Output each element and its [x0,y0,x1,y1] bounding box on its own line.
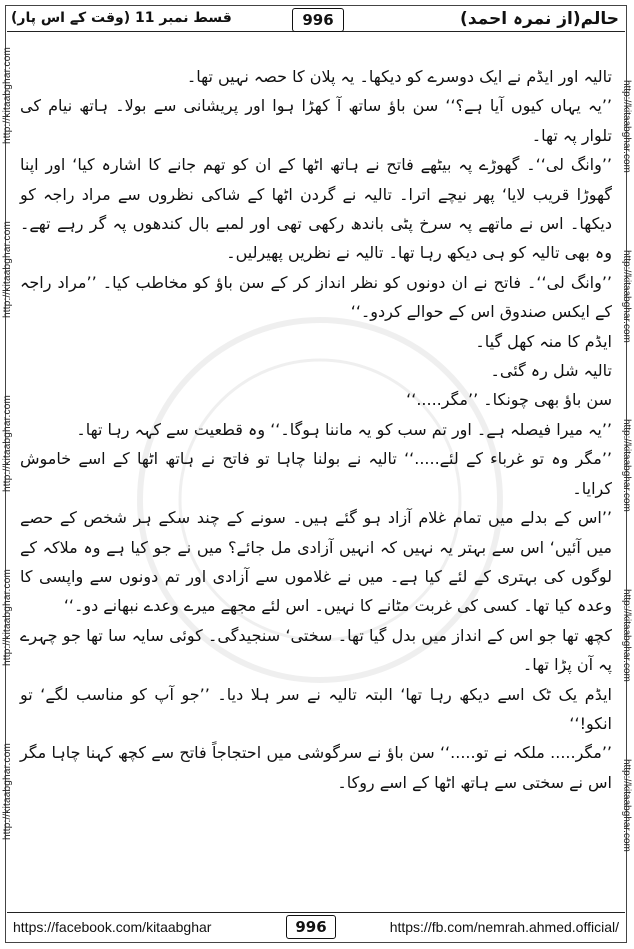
paragraph: ’’اس کے بدلے میں تمام غلام آزاد ہو گئے ہیں۔ سونے کے چند سکے ہر شخص کے حصے میں آئیں‘ اس سے بہتر یہ نہیں کہ انہیں آزادی مل جائے؟ میں نے جو کیا ہے وہ ملاکہ کے لوگوں کی بہتری کے لئے کیا ہے۔ میں نے غلاموں سے آزادی اور تم دونوں سے واپسی کا وعدہ کیا تھا۔ کسی کی غربت مٹانے کا نہیں۔ اس لئے مجھے میرے وعدے نبھانے دو۔‘‘ [20,508,612,616]
paragraph: ’’مگر..... ملکہ نے تو.....‘‘ سن باؤ نے سرگوشی میں احتجاجاً فاتح سے کچھ کہنا چاہا مگر اس نے سختی سے ہاتھ اٹھا کے اسے روکا۔ [20,743,612,792]
right-margin-url [621,80,632,852]
facebook-link[interactable]: https://facebook.com/kitaabghar [13,919,212,935]
paragraph: تالیہ شل رہ گئی۔ [490,361,612,381]
side-url: http://kitaabghar.com [621,419,632,513]
paragraph: ’’مگر وہ تو غرباء کے لئے.....‘‘ تالیہ نے بولنا چاہا تو فاتح نے ہاتھ اٹھا کے اسے خاموش کرایا۔ [20,449,612,498]
header-page-number: 996 [292,8,344,32]
author-facebook-link[interactable]: https://fb.com/nemrah.ahmed.official/ [389,919,619,935]
paragraph: ’’وانگ لی‘‘۔ فاتح نے ان دونوں کو نظر انداز کر کے سن باؤ کو مخاطب کیا۔ ’’مراد راجہ کے ایکس صندوق اس کے حوالے کردو۔‘‘ [20,272,612,322]
paragraph: ’’وانگ لی‘‘۔ گھوڑے پہ بیٹھے فاتح نے ہاتھ اٹھا کے ان کو تھم جانے کا اشارہ کیا‘ اور اپنا گھوڑا قریب لایا‘ پھر نیچے اترا۔ تالیہ نے گردن اٹھا کے شاکی نظروں سے مراد راجہ کو دیکھا۔ اس نے ماتھے پہ سرخ پٹی باندھ رکھی تھی اور لمبے بال کندھوں پہ گر رہے تھے۔ وہ بھی تالیہ کو ہی دیکھ رہا تھا۔ تالیہ نے نظریں پھیرلیں۔ [20,155,612,263]
side-url: http://kitaabghar.com [621,80,632,173]
paragraph: سن باؤ بھی چونکا۔ ’’مگر.....‘‘ [406,390,612,410]
left-margin-url [2,46,13,840]
paragraph: ’’یہ میرا فیصلہ ہے۔ اور تم سب کو یہ ماننا ہوگا۔‘‘ وہ قطعیت سے کہہ رہا تھا۔ [76,419,612,439]
paragraph: کچھ تھا جو اس کے انداز میں بدل گیا تھا۔ سختی‘ سنجیدگی۔ کوئی سایہ سا تھا جو چہرے پہ آن پڑا تھا۔ [20,625,612,675]
side-url: http://kitaabghar.com [2,46,13,144]
side-url: http://kitaabghar.com [2,394,13,492]
side-url: http://kitaabghar.com [621,758,632,852]
story-text [20,62,612,797]
side-url: http://kitaabghar.com [2,568,13,666]
paragraph: ’’یہ یہاں کیوں آیا ہے؟‘‘ سن باؤ ساتھ آ کھڑا ہوا اور پریشانی سے بولا۔ ہاتھ نیام کی تلوار پہ تھا۔ [20,96,612,145]
side-url: http://kitaabghar.com [2,220,13,318]
side-url: http://kitaabghar.com [2,742,13,840]
paragraph: تالیہ اور ایڈم نے ایک دوسرے کو دیکھا۔ یہ پلان کا حصہ نہیں تھا۔ [186,67,612,86]
side-url: http://kitaabghar.com [621,249,632,343]
paragraph: ایڈم کا منہ کھل گیا۔ [475,331,612,351]
novel-title: حالم(از نمرہ احمد) [460,9,619,29]
side-url: http://kitaabghar.com [621,588,632,682]
episode-title: قسط نمبر 11 (وقت کے اس پار) [11,10,232,26]
paragraph: ایڈم یک ٹک اسے دیکھ رہا تھا‘ البتہ تالیہ نے سر ہلا دیا۔ ’’جو آپ کو مناسب لگے‘ تو انکو!‘‘ [20,684,612,733]
footer-page-number: 996 [286,915,336,939]
